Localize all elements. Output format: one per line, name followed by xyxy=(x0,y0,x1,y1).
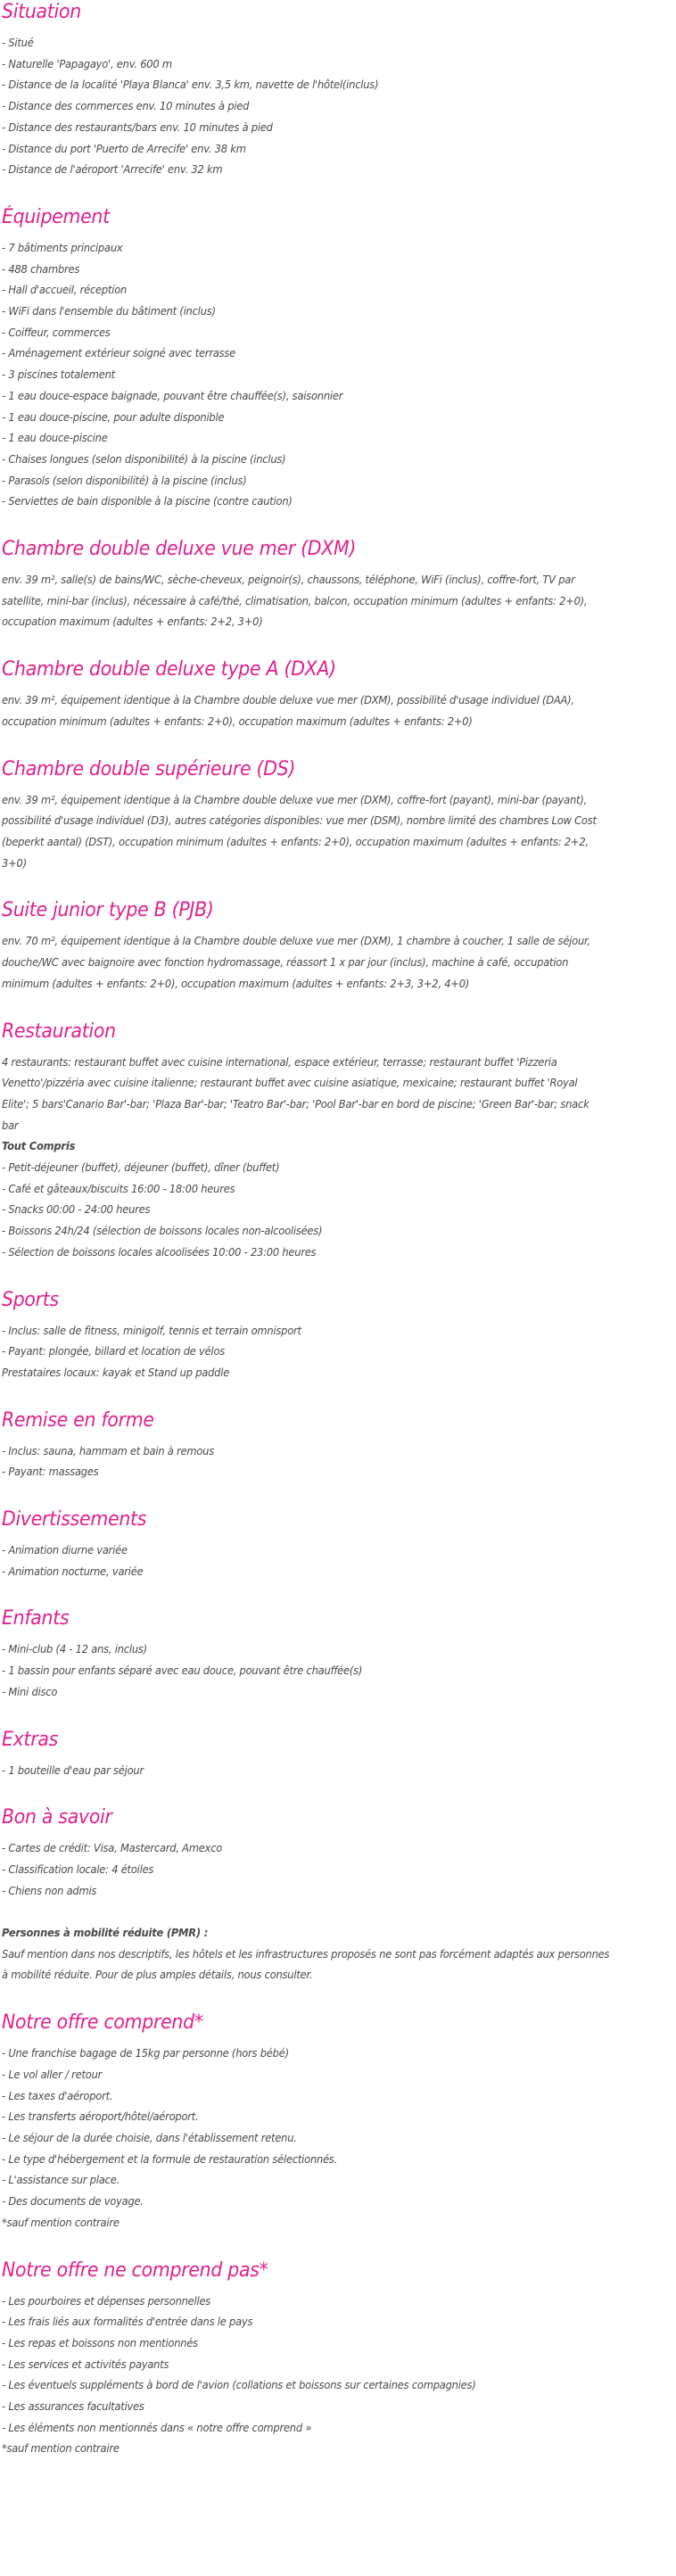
divertissements-list xyxy=(2,1540,671,1581)
section-bon-a-savoir xyxy=(2,1805,671,1986)
text-line: - Serviettes de bain disponible à la piscine (contre caution) xyxy=(2,494,293,508)
text-line: - Les transferts aéroport/hôtel/aéroport. xyxy=(2,2110,199,2124)
section-title-offre-ne-comprend-pas: Notre offre ne comprend pas* xyxy=(2,2258,268,2282)
text-line: douche/WC avec baignoire avec fonction hydromassage, réassort 1 x par jour (inclus), machine à café, occupation xyxy=(2,955,569,970)
text-line: - Chiens non admis xyxy=(2,1883,97,1897)
text-line: - Mini disco xyxy=(2,1684,58,1698)
section-room-dxm xyxy=(2,537,671,632)
section-title-equipement: Équipement xyxy=(2,205,110,228)
section-title-enfants: Enfants xyxy=(2,1607,70,1631)
extras-list xyxy=(2,1760,671,1781)
room-ds-description xyxy=(2,789,671,874)
text-line: - Le séjour de la durée choisie, dans l'établissement retenu. xyxy=(2,2130,297,2144)
restauration-description xyxy=(2,1052,671,1136)
text-line: - Distance des commerces env. 10 minutes à pied xyxy=(2,99,250,113)
text-line: - Mini-club (4 - 12 ans, inclus) xyxy=(2,1642,147,1656)
text-line: - Cartes de crédit: Visa, Mastercard, Amexco xyxy=(2,1841,223,1855)
text-line: - Distance de la localité 'Playa Blanca' env. 3,5 km, navette de l'hôtel(inclus) xyxy=(2,78,379,92)
remise-list xyxy=(2,1441,671,1482)
text-line: - Snacks 00:00 - 24:00 heures xyxy=(2,1202,151,1217)
text-line: - Les éventuels suppléments à bord de l'avion (collations et boissons sur certaines compagnies) xyxy=(2,2378,476,2392)
text-line: - Une franchise bagage de 15kg par personne (hors bébé) xyxy=(2,2046,289,2060)
section-title-restauration: Restauration xyxy=(2,1020,116,1043)
text-line: - Les éléments non mentionnés dans « notre offre comprend » xyxy=(2,2420,312,2434)
section-room-ds xyxy=(2,757,671,874)
text-line: possibilité d'usage individuel (D3), autres catégories disponibles: vue mer (DSM), nombre limité des chambres Low Cost xyxy=(2,813,597,828)
text-line: - Distance des restaurants/bars env. 10 minutes à pied xyxy=(2,120,273,134)
text-line: 4 restaurants: restaurant buffet avec cuisine international, espace extérieur, terrasse; restaurant buffet 'Pizzeria xyxy=(2,1054,557,1069)
text-line: env. 70 m², équipement identique à la Chambre double deluxe vue mer (DXM), 1 chambre à coucher, 1 salle de séjour, xyxy=(2,934,590,948)
section-situation xyxy=(2,0,671,180)
offre-comprend-list xyxy=(2,2043,671,2233)
text-line: à mobilité réduite. Pour de plus amples détails, nous consulter. xyxy=(2,1968,313,1982)
text-line: minimum (adultes + enfants: 2+0), occupation maximum (adultes + enfants: 2+3, 3+2, 4+0) xyxy=(2,976,470,990)
text-line: bar xyxy=(2,1118,19,1132)
text-line: - WiFi dans l'ensemble du bâtiment (inclus) xyxy=(2,304,216,318)
text-line: - Hall d'accueil, réception xyxy=(2,283,128,297)
room-pjb-description xyxy=(2,930,671,994)
text-line: - Payant: plongée, billard et location de vélos xyxy=(2,1344,226,1358)
section-equipement xyxy=(2,205,671,512)
section-title-extras: Extras xyxy=(2,1728,58,1751)
section-divertissements xyxy=(2,1507,671,1581)
section-enfants xyxy=(2,1606,671,1702)
bon-a-savoir-list xyxy=(2,1837,671,1901)
text-line: - Les taxes d'aéroport. xyxy=(2,2088,113,2102)
section-offre-ne-comprend-pas xyxy=(2,2258,671,2460)
pmr-title: Personnes à mobilité réduite (PMR) : xyxy=(2,1926,209,1940)
text-line: - Distance du port 'Puerto de Arrecife' env. 38 km xyxy=(2,141,246,155)
section-title-room-dxm: Chambre double deluxe vue mer (DXM) xyxy=(2,538,357,561)
text-line: - Coiffeur, commerces xyxy=(2,325,111,339)
text-line: env. 39 m², équipement identique à la Chambre double deluxe vue mer (DXM), coffre-fort (payant), mini-bar (payant), xyxy=(2,792,588,806)
text-line: occupation minimum (adultes + enfants: 2+0), occupation maximum (adultes + enfants: 2+0) xyxy=(2,714,473,728)
section-title-sports: Sports xyxy=(2,1288,59,1311)
section-title-room-dxa: Chambre double deluxe type A (DXA) xyxy=(2,658,336,681)
text-line: *sauf mention contraire xyxy=(2,2441,120,2456)
text-line: - 1 eau douce-espace baignade, pouvant être chauffée(s), saisonnier xyxy=(2,388,343,402)
text-line: - Les pourboires et dépenses personnelles xyxy=(2,2293,211,2308)
section-room-pjb xyxy=(2,898,671,994)
sports-list xyxy=(2,1320,671,1383)
text-line: - Café et gâteaux/biscuits 16:00 - 18:00 heures xyxy=(2,1181,235,1195)
text-line: - Classification locale: 4 étoiles xyxy=(2,1862,154,1876)
text-line: - Parasols (selon disponibilité) à la piscine (inclus) xyxy=(2,473,247,487)
text-line: - Les frais liés aux formalités d'entrée dans le pays xyxy=(2,2315,253,2329)
room-dxm-description xyxy=(2,569,671,632)
text-line: - Distance de l'aéroport 'Arrecife' env. 32 km xyxy=(2,162,223,177)
text-line: - Les repas et boissons non mentionnés xyxy=(2,2335,198,2349)
text-line: - Inclus: salle de fitness, minigolf, tennis et terrain omnisport xyxy=(2,1323,301,1337)
section-title-divertissements: Divertissements xyxy=(2,1508,147,1532)
text-line: - Chaises longues (selon disponibilité) à la piscine (inclus) xyxy=(2,451,286,466)
all-inclusive-title: Tout Compris xyxy=(2,1139,76,1153)
equipement-list xyxy=(2,237,671,512)
text-line: - L'assistance sur place. xyxy=(2,2173,120,2187)
text-line: satellite, mini-bar (inclus), nécessaire à café/thé, climatisation, balcon, occupation minimum (adultes + enfants: 2+0), xyxy=(2,593,588,607)
section-extras xyxy=(2,1728,671,1781)
section-title-room-pjb: Suite junior type B (PJB) xyxy=(2,899,214,922)
section-remise-en-forme xyxy=(2,1408,671,1482)
section-title-remise-en-forme: Remise en forme xyxy=(2,1408,154,1432)
text-line: - Boissons 24h/24 (sélection de boissons locales non-alcoolisées) xyxy=(2,1224,323,1238)
text-line: - Les assurances facultatives xyxy=(2,2399,144,2414)
text-line: - Aménagement extérieur soigné avec terrasse xyxy=(2,346,236,360)
text-line: env. 39 m², équipement identique à la Chambre double deluxe vue mer (DXM), possibilité d'usage individuel (DAA), xyxy=(2,693,574,707)
text-line: - 1 bassin pour enfants séparé avec eau douce, pouvant être chauffée(s) xyxy=(2,1664,363,1678)
text-line: Elite'; 5 bars'Canario Bar'-bar; 'Plaza Bar'-bar; 'Teatro Bar'-bar; 'Pool Bar'-bar en bord de piscine; 'Green Bar'-bar; snack xyxy=(2,1096,589,1110)
text-line: - Les services et activités payants xyxy=(2,2357,169,2371)
section-title-bon-a-savoir: Bon à savoir xyxy=(2,1806,112,1829)
text-line: - Payant: massages xyxy=(2,1465,99,1479)
text-line: occupation maximum (adultes + enfants: 2+2, 3+0) xyxy=(2,615,263,629)
text-line: - 7 bâtiments principaux xyxy=(2,240,123,254)
text-line: Venetto'/pizzéria avec cuisine italienne; restaurant buffet avec cuisine asiatique, mexicaine; restaurant buffet 'Royal xyxy=(2,1076,578,1090)
offre-ne-comprend-pas-list xyxy=(2,2291,671,2460)
text-line: Sauf mention dans nos descriptifs, les hôtels et les infrastructures proposés ne sont pas forcément adaptés aux personnes xyxy=(2,1946,610,1961)
text-line: - Sélection de boissons locales alcoolisées 10:00 - 23:00 heures xyxy=(2,1244,317,1259)
text-line: - Naturelle 'Papagayo', env. 600 m xyxy=(2,56,172,70)
pmr-text xyxy=(2,1944,671,1986)
enfants-list xyxy=(2,1639,671,1702)
text-line: - 1 bouteille d'eau par séjour xyxy=(2,1763,144,1777)
text-line: - 1 eau douce-piscine, pour adulte disponible xyxy=(2,409,225,424)
room-dxa-description xyxy=(2,689,671,731)
text-line: (beperkt aantal) (DST), occupation minimum (adultes + enfants: 2+0), occupation maximum (adultes + enfants: 2+2, xyxy=(2,834,589,848)
situation-list xyxy=(2,32,671,180)
text-line: - 488 chambres xyxy=(2,261,80,276)
text-line: - Situé xyxy=(2,36,34,49)
all-inclusive-list xyxy=(2,1157,671,1263)
text-line: *sauf mention contraire xyxy=(2,2215,120,2229)
text-line: env. 39 m², salle(s) de bains/WC, sèche-cheveux, peignoir(s), chaussons, téléphone, WiFi (inclus), coffre-fort, TV par xyxy=(2,573,575,587)
text-line: 3+0) xyxy=(2,855,27,870)
section-title-offre-comprend: Notre offre comprend* xyxy=(2,2011,203,2035)
section-title-room-ds: Chambre double supérieure (DS) xyxy=(2,757,296,780)
section-offre-comprend xyxy=(2,2010,671,2233)
text-line: - Animation nocturne, variée xyxy=(2,1564,144,1578)
text-line: - Petit-déjeuner (buffet), déjeuner (buffet), dîner (buffet) xyxy=(2,1160,280,1175)
section-restauration xyxy=(2,1020,671,1263)
text-line: - Le vol aller / retour xyxy=(2,2067,103,2081)
text-line: - Animation diurne variée xyxy=(2,1543,128,1557)
text-line: - Des documents de voyage. xyxy=(2,2194,144,2209)
text-line: - 3 piscines totalement xyxy=(2,367,115,382)
text-line: Prestataires locaux: kayak et Stand up paddle xyxy=(2,1365,230,1379)
text-line: - 1 eau douce-piscine xyxy=(2,431,108,445)
text-line: - Le type d'hébergement et la formule de restauration sélectionnés. xyxy=(2,2151,338,2166)
text-line: - Inclus: sauna, hammam et bain à remous xyxy=(2,1443,214,1457)
spacer xyxy=(2,1901,671,1922)
section-title-situation: Situation xyxy=(2,1,81,23)
section-sports xyxy=(2,1288,671,1383)
section-room-dxa xyxy=(2,657,671,731)
